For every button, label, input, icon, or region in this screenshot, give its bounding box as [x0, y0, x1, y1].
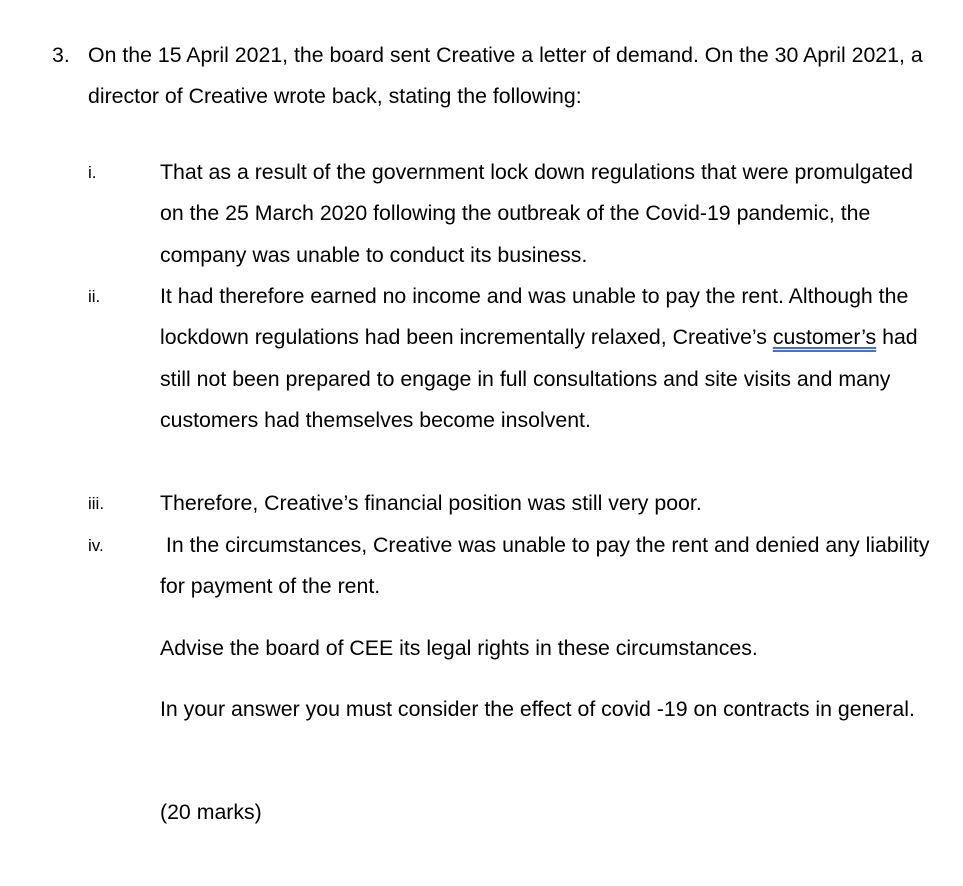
instruction-text: Advise the board of CEE its legal rights in these circumstances.	[160, 636, 758, 660]
item-text-iv: In the circumstances, Creative was unable to pay the rent and denied any liability for payment of the rent.	[160, 533, 936, 599]
item-text-ii	[160, 276, 930, 441]
item-text-ii-before: It had therefore earned no income and was unable to pay the rent. Although the lockdown regulations had been incrementally relaxed, Creative’s	[160, 284, 909, 350]
note-text: In your answer you must consider the effect of covid -19 on contracts in general.	[160, 697, 915, 721]
item-marker-ii: ii.	[88, 287, 101, 306]
item-text-iii: Therefore, Creative’s financial position was still very poor.	[160, 491, 702, 515]
item-marker-i: i.	[88, 163, 97, 182]
spellcheck-flagged-word: customer’s	[772, 325, 877, 350]
item-text-ii-after: had still not been prepared to engage in full consultations and site visits and many customers had themselves become insolvent.	[160, 325, 918, 432]
item-marker-iii: iii.	[88, 494, 105, 513]
item-marker-iv: iv.	[88, 536, 104, 555]
marks-text: (20 marks)	[160, 800, 262, 824]
question-text: On the 15 April 2021, the board sent Creative a letter of demand. On the 30 April 2021, a director of Creative wrote back, stating the following:	[88, 43, 923, 108]
item-text-i: That as a result of the government lock down regulations that were promulgated on the 25 March 2020 following the outbreak of the Covid-19 pandemic, the company was unable to conduct its business.	[160, 160, 913, 267]
question-number: 3.	[52, 43, 70, 67]
